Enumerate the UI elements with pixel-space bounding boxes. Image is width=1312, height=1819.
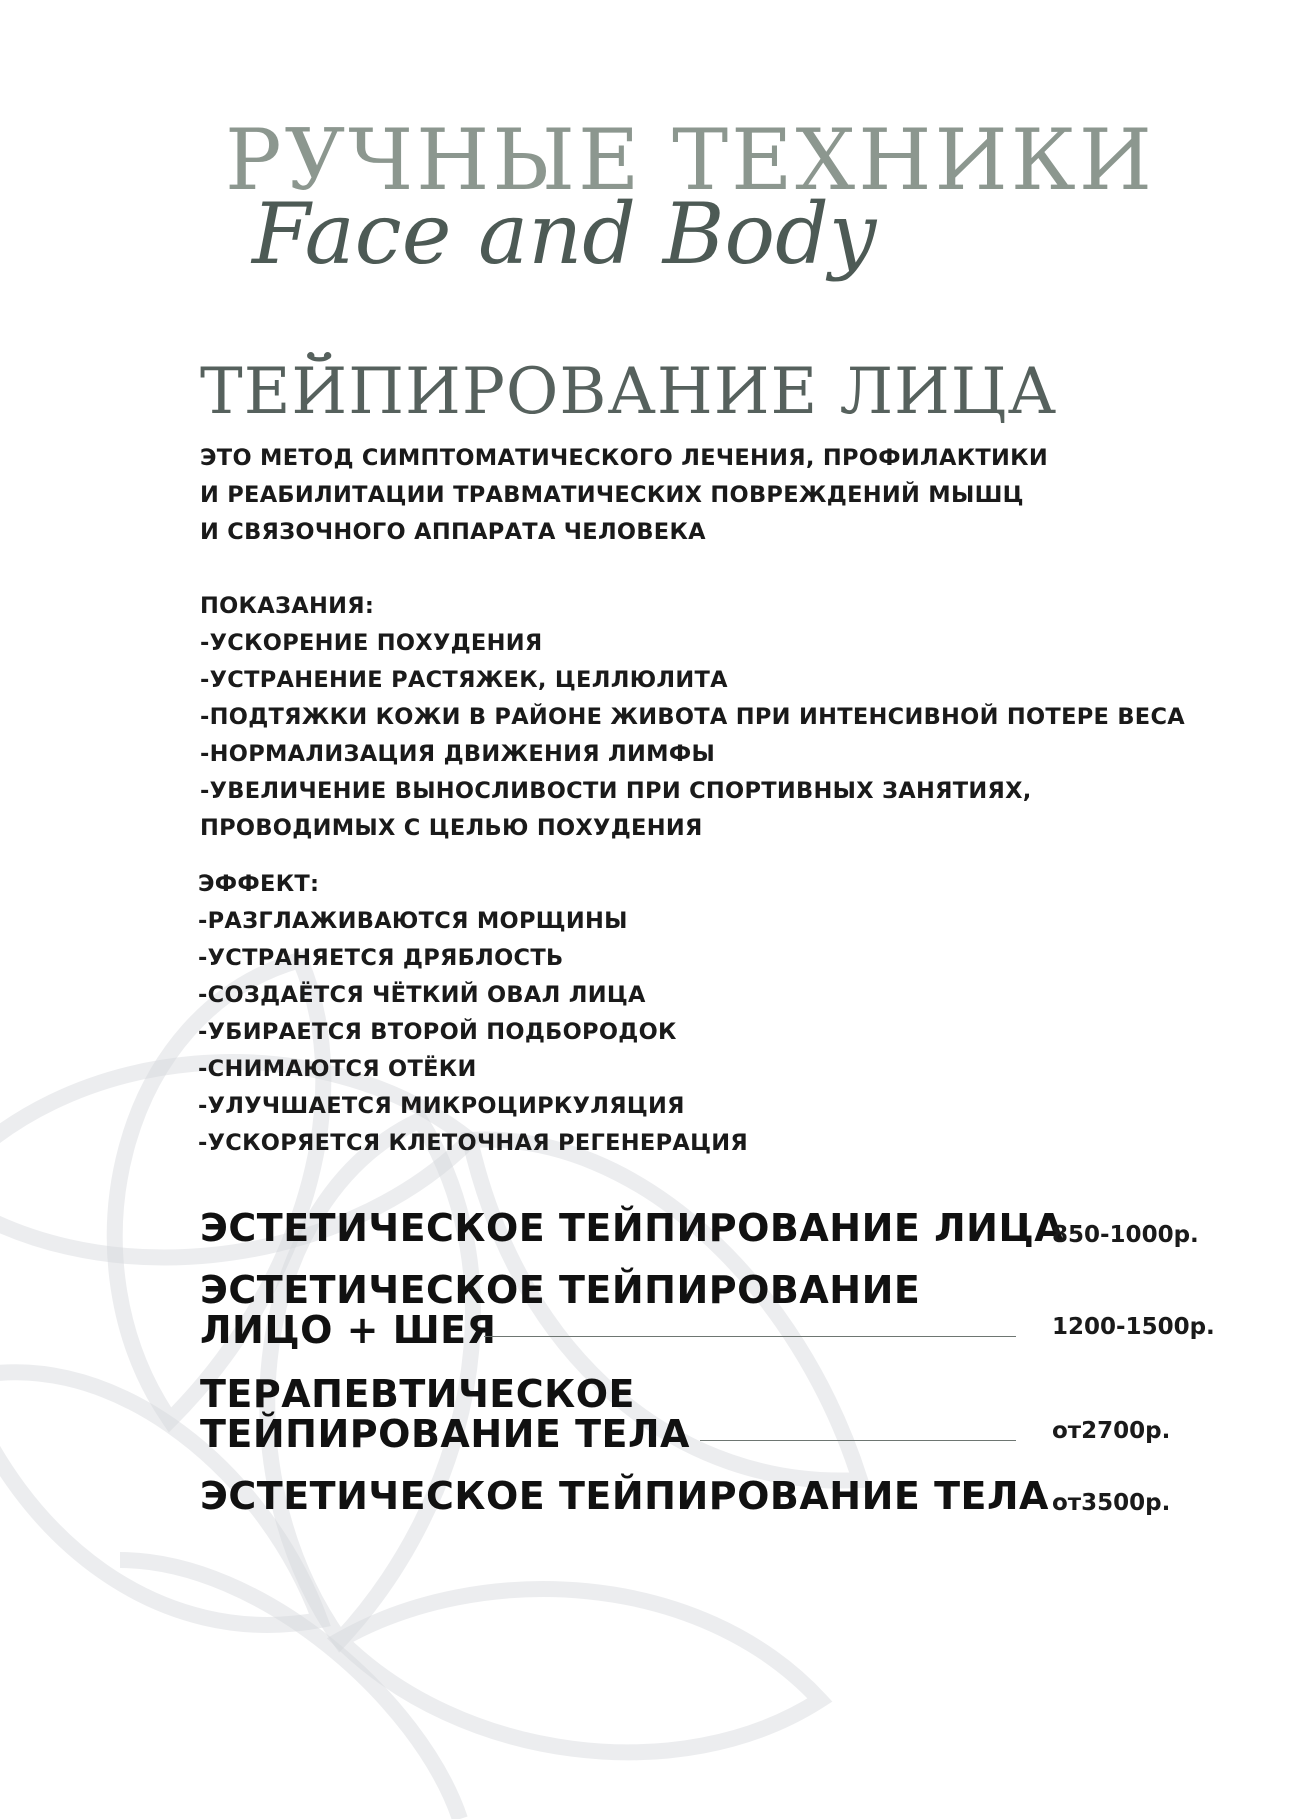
- service-name-line-2: ТЕЙПИРОВАНИЕ ТЕЛА: [200, 1412, 690, 1456]
- leader-line: [484, 1336, 1016, 1337]
- service-price: 1200-1500р.: [1052, 1314, 1215, 1340]
- service-name: ЭСТЕТИЧЕСКОЕ ТЕЙПИРОВАНИЕ: [200, 1268, 921, 1312]
- effect-heading: ЭФФЕКТ:: [198, 871, 320, 897]
- list-item: -УСТРАНЯЕТСЯ ДРЯБЛОСТЬ: [198, 945, 564, 971]
- service-name: ЭСТЕТИЧЕСКОЕ ТЕЙПИРОВАНИЕ ЛИЦА: [200, 1206, 1065, 1250]
- service-price: 850-1000р.: [1052, 1222, 1199, 1248]
- list-item: -СОЗДАЁТСЯ ЧЁТКИЙ ОВАЛ ЛИЦА: [198, 982, 646, 1008]
- leader-line: [700, 1440, 1016, 1441]
- price-row: [200, 1268, 1215, 1352]
- list-item: -УВЕЛИЧЕНИЕ ВЫНОСЛИВОСТИ ПРИ СПОРТИВНЫХ ЗАНЯТИЯХ,: [200, 778, 1032, 804]
- list-item: -ПОДТЯЖКИ КОЖИ В РАЙОНЕ ЖИВОТА ПРИ ИНТЕНСИВНОЙ ПОТЕРЕ ВЕСА: [200, 704, 1185, 730]
- price-row: [200, 1372, 1171, 1456]
- service-price: от2700р.: [1052, 1418, 1171, 1444]
- script-subtitle: Face and Body: [252, 185, 877, 283]
- list-item: -РАЗГЛАЖИВАЮТСЯ МОРЩИНЫ: [198, 908, 628, 934]
- effect-list: [198, 866, 748, 1162]
- indications-heading: ПОКАЗАНИЯ:: [200, 593, 375, 619]
- list-item: -УБИРАЕТСЯ ВТОРОЙ ПОДБОРОДОК: [198, 1019, 677, 1045]
- price-row: [200, 1206, 1199, 1250]
- list-item: -УСКОРЕНИЕ ПОХУДЕНИЯ: [200, 630, 543, 656]
- list-item: ПРОВОДИМЫХ С ЦЕЛЬЮ ПОХУДЕНИЯ: [200, 815, 703, 841]
- description-line: ЭТО МЕТОД СИМПТОМАТИЧЕСКОГО ЛЕЧЕНИЯ, ПРОФИЛАКТИКИ: [200, 445, 1048, 471]
- service-name-line-2: ЛИЦО + ШЕЯ: [200, 1308, 497, 1352]
- indications-list: [200, 588, 1185, 847]
- section-description: [200, 440, 1200, 551]
- description-line: И СВЯЗОЧНОГО АППАРАТА ЧЕЛОВЕКА: [200, 519, 706, 545]
- price-row: [200, 1474, 1171, 1518]
- service-price: от3500р.: [1052, 1490, 1171, 1516]
- page-title: РУЧНЫЕ ТЕХНИКИ: [225, 111, 1155, 209]
- section-title: ТЕЙПИРОВАНИЕ ЛИЦА: [200, 355, 1058, 429]
- list-item: -УСТРАНЕНИЕ РАСТЯЖЕК, ЦЕЛЛЮЛИТА: [200, 667, 728, 693]
- list-item: -СНИМАЮТСЯ ОТЁКИ: [198, 1056, 477, 1082]
- list-item: -УЛУЧШАЕТСЯ МИКРОЦИРКУЛЯЦИЯ: [198, 1093, 685, 1119]
- service-name: ТЕРАПЕВТИЧЕСКОЕ: [200, 1372, 635, 1416]
- list-item: -НОРМАЛИЗАЦИЯ ДВИЖЕНИЯ ЛИМФЫ: [200, 741, 716, 767]
- service-name: ЭСТЕТИЧЕСКОЕ ТЕЙПИРОВАНИЕ ТЕЛА: [200, 1474, 1049, 1518]
- description-line: И РЕАБИЛИТАЦИИ ТРАВМАТИЧЕСКИХ ПОВРЕЖДЕНИЙ МЫШЦ: [200, 482, 1024, 508]
- list-item: -УСКОРЯЕТСЯ КЛЕТОЧНАЯ РЕГЕНЕРАЦИЯ: [198, 1130, 749, 1156]
